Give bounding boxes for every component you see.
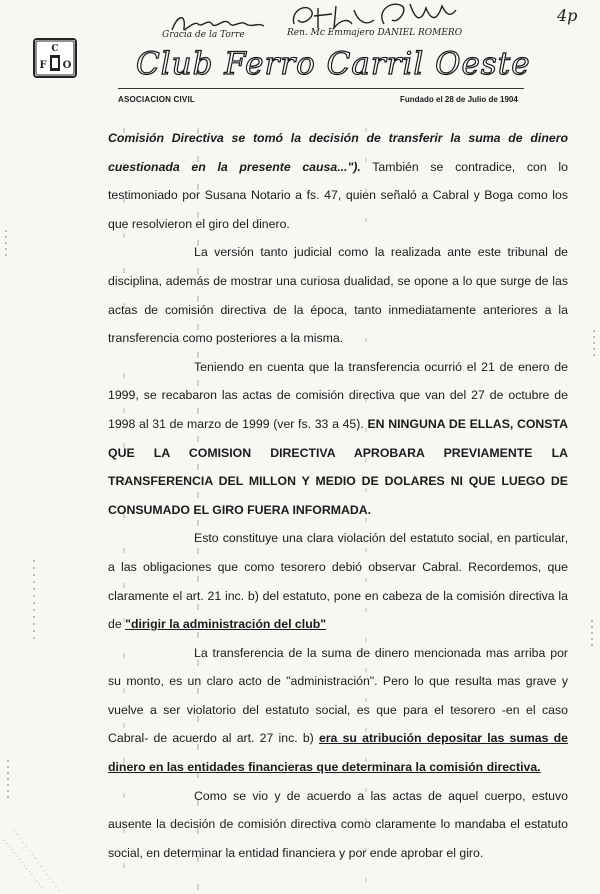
svg-text:C: C [51, 44, 59, 54]
emphasis-fragment: era su atribución depositar las sumas de [318, 731, 568, 746]
body-fragment: Cabral- de acuerdo al art. 27 inc. b) [108, 731, 314, 746]
body-line: QUE LA COMISION DIRECTIVA APROBARA PREVIAMENTE LA [108, 445, 568, 460]
body-line: transferencia como posteriores a la misma. [108, 331, 344, 346]
body-line: claramente el art. 21 inc. b) del estatuto, pone en cabeza de la comisión directiva la [108, 588, 568, 603]
svg-text:F: F [39, 60, 47, 71]
body-line [108, 610, 568, 639]
body-line: La versión tanto judicial como la realizada ante este tribunal de [194, 245, 568, 260]
founded-date: Fundado el 28 de Julio de 1904 [400, 95, 518, 104]
body-line: social, en determinar la entidad financiera y por ende aprobar el giro. [108, 845, 484, 860]
body-line: actas de comisión directiva de la época, tanto inmediatamente anteriores a la [108, 302, 568, 317]
body-line: Comisión Directiva se tomó la decisión de transferir la suma de dinero [108, 131, 568, 145]
body-line: 1999, se recabaron las actas de comisión directiva que van del 27 de octubre de [108, 388, 568, 403]
body-fragment: de [108, 617, 126, 632]
club-name: Club Ferro Carril Oeste [136, 46, 531, 82]
document-body [108, 124, 568, 867]
body-line: su monto, es un claro acto de "administración". Pero lo que resulta mas grave y [108, 674, 568, 689]
letterhead-rule [118, 88, 524, 89]
body-line: dinero en las entidades financieras que determinara la comisión directiva. [108, 760, 541, 775]
body-fragment: 1998 al 31 de marzo de 1999 (ver fs. 33 a 45). [108, 416, 364, 431]
emphasis-fragment: "dirigir la administración del club" [125, 617, 327, 632]
svg-text:O: O [62, 60, 72, 71]
body-line: ausente la decisión de comisión directiva como claramente lo mandaba el estatuto [108, 817, 568, 832]
body-line: cuestionada en la presente causa..."). También se contradice, con lo [108, 159, 568, 174]
body-line: disciplina, además de mostrar una curiosa dualidad, se opone a lo que surge de las [108, 273, 568, 288]
body-line: que resolvieron el giro del dinero. [108, 216, 290, 231]
emphasis-fragment: EN NINGUNA DE ELLAS, CONSTA [367, 416, 568, 431]
body-line: Teniendo en cuenta que la transferencia ocurrió el 21 de enero de [194, 359, 568, 374]
page-number: 4p [557, 6, 578, 25]
body-line: TRANSFERENCIA DEL MILLON Y MEDIO DE DOLARES NI QUE LUEGO DE [108, 474, 568, 489]
body-line: vuelve a ser violatorio del estatuto social, es que para el tesorero -en el caso [108, 702, 568, 717]
association-label: ASOCIACION CIVIL [118, 95, 195, 104]
handwritten-name-middle: Ren. Mc Emmajero DANIEL ROMERO [287, 28, 463, 38]
body-line [108, 410, 568, 439]
body-line: a las obligaciones que como tesorero debió observar Cabral. Recordemos, que [108, 559, 568, 574]
handwritten-name-left: Gracia de la Torre [162, 30, 245, 40]
body-line [108, 724, 568, 753]
body-line: testimoniado por Susana Notario a fs. 47, quien señaló a Cabral y Boga como los [108, 188, 568, 203]
club-crest-icon [33, 38, 77, 78]
quote-end: cuestionada en la presente causa..."). [108, 159, 361, 174]
body-line: Como se vio y de acuerdo a las actas de aquel cuerpo, estuvo [194, 788, 568, 803]
body-line: La transferencia de la suma de dinero mencionada mas arriba por [194, 645, 568, 660]
body-line: CONSUMADO EL GIRO FUERA INFORMADA. [108, 502, 372, 517]
body-line: Esto constituye una clara violación del estatuto social, en particular, [194, 531, 568, 546]
